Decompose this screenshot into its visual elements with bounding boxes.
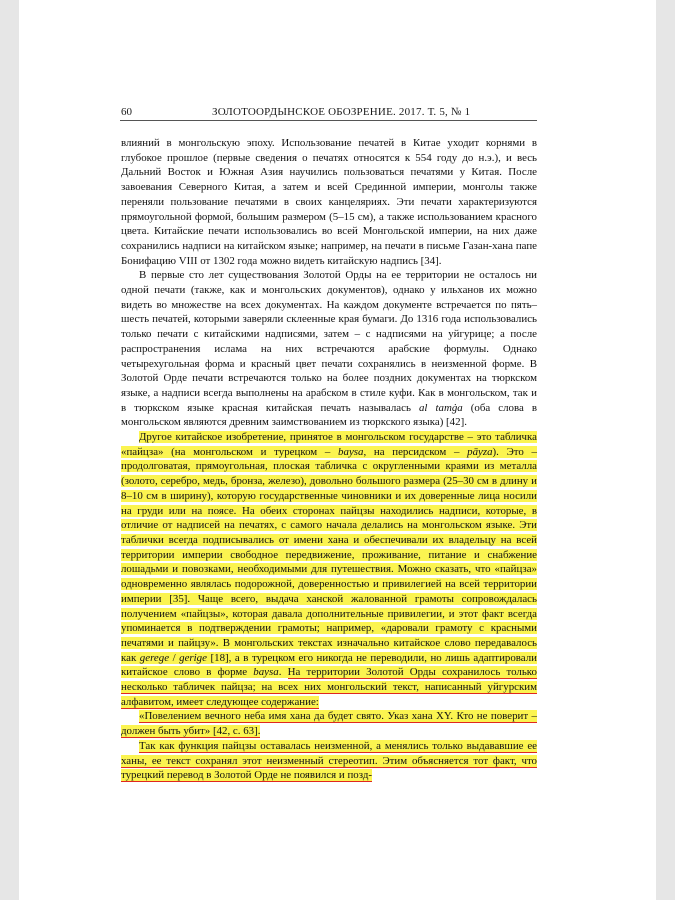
term-gerege: gerege — [139, 651, 170, 664]
paragraph-seals-china — [121, 136, 537, 268]
paragraph-quote — [121, 709, 537, 738]
highlighted-text: , на персидском – — [363, 445, 468, 458]
term-al-tamga: al tamġa — [418, 401, 463, 414]
term-baysa: baysa — [338, 445, 364, 458]
highlighted-text: . — [278, 666, 288, 679]
paragraph-text: влияний в монгольскую эпоху. Использование печатей в Китае уходит корнями в глубокое прошлое (первые сведения о печатях относятся к 554 году до н.э.), и весь Дальний Восток и Южная Азия научились пользоваться печатями у Китая. После завоевания Северного Китая, а затем и всей Срединной империи, монголы также переняли пользование печатями в своих канцеляриях. Эти печати характеризуются прямоугольной формой, большим размером (5–15 см), а также использованием красного цвета. Китайские печати использовались во всей Монгольской империи, на них даже сохранились надписи на китайском языке; например, на печати в письме Газан-хана папе Бонифацию VIII от 1302 года можно видеть китайскую надпись [34]. — [121, 137, 537, 267]
paragraph-seals-golden-horde — [121, 268, 537, 430]
term-payza: pāyza — [467, 445, 493, 458]
quote-text: «Повелением вечного неба имя хана да будет свято. Указ хана XY. Кто не поверит – должен быть убит» [42, с. 63]. — [121, 710, 537, 738]
page-header — [120, 104, 537, 121]
highlighted-text: / — [169, 651, 180, 664]
paragraph-stereotype — [121, 739, 537, 783]
term-gerige: gerige — [179, 651, 207, 664]
term-baysa-2: baysa — [253, 666, 279, 679]
highlighted-text: [18], а в турецком его никогда не переводили, но лишь адаптировали китайское слово в форме — [121, 651, 537, 679]
highlighted-text: ). Это – продолговатая, прямоугольная, плоская табличка с округленными краями из металла (золото, серебро, медь, бронза, железо), довольно большого размера (25–30 см в длину и 8–10 см в ширину), которую государственные чиновники и их доверенные лица носили на груди или на поясе. На обеих сторонах пайцзы находились надписи, которые, в отличие от надписей на печатях, с самого начала делались на монгольском языке. Эти таблички всегда подписывались от имени хана и обеспечивали их владельцу на всей территории империи свободное передвижение, проживание, питание и снабжение лошадьми и повозками, необходимыми для путешествия. Можно сказать, что «пайцза» одновременно являлась подорожной, доверенностью и привилегией на всей территории империи [35]. Чаще всего, выдача ханской жалованной грамоты сопровождалась получением «пайцзы», которая давала дополнительные привилегии, и этот факт всегда упоминается в подтверждении грамоты; например, «даровали грамоту с красными печатями и пайцзу». В монгольских текстах изначально китайское слово передавалось как — [121, 445, 537, 664]
paragraph-text: (оба слова в монгольском являются древним заимствованием из тюркского языка) [42]. — [121, 401, 537, 429]
underlined-text: Так как функция пайцзы оставалась неизменной, а менялись только выдававшие ее ханы, ее текст сохранял этот неизменный стереотип. Этим объясняется тот факт, что турецкий перевод в Золотой Орде не появился и позд- — [121, 739, 537, 782]
highlighted-text: Другое китайское изобретение, принятое в монгольском государстве – это табличка «пайцза» (на монгольском и турецком – — [121, 431, 537, 458]
page-number: 60 — [121, 106, 132, 118]
paragraph-paiza — [121, 430, 537, 709]
page-body — [121, 136, 537, 783]
underlined-text: На территории Золотой Орды сохранилось только несколько табличек пайцза; на всех них монгольский текст, написанный уйгурским алфавитом, имеет следующее содержание: — [121, 666, 537, 708]
journal-title: ЗОЛОТООРДЫНСКОЕ ОБОЗРЕНИЕ. 2017. Т. 5, № 1 — [212, 106, 471, 118]
paragraph-text: В первые сто лет существования Золотой Орды на ее территории не осталось ни одной печати (также, как и монгольских документов), однако у ильханов их можно видеть во множестве на всех документах. На каждом документе встречается по пять–шесть печатей, которыми заверяли склеенные края бумаги. До 1316 года использовались только печати с китайскими надписями, затем – с надписями на уйгурице; а после распространения ислама на них встречаются арабские формулы. Однако четырехугольная форма и красный цвет печати сохранялись в неизменной форме. В Золотой Орде печати встречаются только на более поздних документах на тюркском языке, а надписи всегда выполнены на арабском в стиле куфи. Как в монгольском, так и в тюркском языке красная китайская печать называлась — [121, 269, 537, 414]
